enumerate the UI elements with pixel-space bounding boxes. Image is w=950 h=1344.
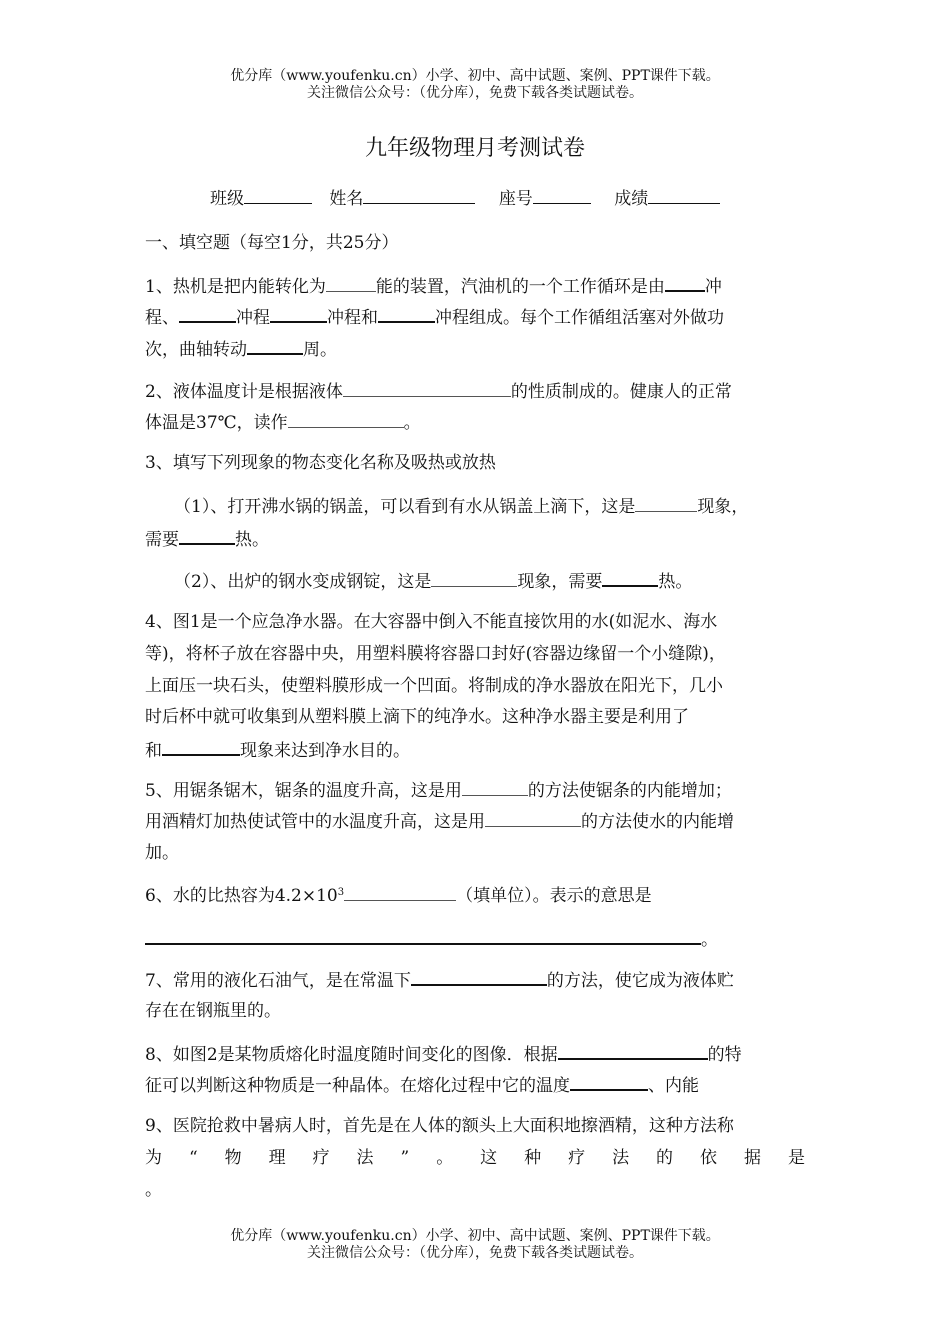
- q4-line-2: 等)，将杯子放在容器中央，用塑料膜将容器口封好(容器边缘留一个小缝隙)，: [145, 644, 726, 664]
- q8-blank-1[interactable]: [558, 1041, 708, 1060]
- section-heading: 一、填空题（每空1分，共25分）: [145, 233, 399, 253]
- footer-line-2: 关注微信公众号：（优分库），免费下载各类试题试卷。: [307, 1245, 643, 1261]
- q1-blank-6[interactable]: [247, 336, 303, 355]
- q1-blank-1[interactable]: [326, 274, 376, 292]
- q6-blank-2[interactable]: [145, 926, 701, 945]
- q7-blank-1[interactable]: [411, 967, 547, 986]
- q7-line-1: 7、常用的液化石油气，是在常温下 的方法，使它成为液体贮: [145, 967, 734, 993]
- q3-sub2-line: （2）、出炉的钢水变成钢锭，这是 现象，需要 热。: [174, 568, 692, 594]
- score-label: 成绩: [614, 189, 649, 209]
- q4-blank-1[interactable]: [162, 737, 240, 756]
- q8-line-1: 8、如图2是某物质熔化时温度随时间变化的图像．根据 的特: [145, 1041, 742, 1067]
- page-footer: [0, 1228, 950, 1262]
- q9-line-2: 为 “ 物 理 疗 法 ” 。 这 种 疗 法 的 依 据 是: [145, 1148, 805, 1168]
- q6-line-1: 6、水的比热容为$4.2\times 10^3$ （填单位）。表示的意思是: [145, 883, 652, 908]
- q1-blank-5[interactable]: [378, 304, 435, 323]
- student-info-row: [210, 186, 720, 211]
- q5-line-1: 5、用锯条锯木，锯条的温度升高，这是用 的方法使锯条的内能增加；: [145, 778, 732, 803]
- q4-line-4: 时后杯中就可收集到从塑料膜上滴下的纯净水。这种净水器主要是利用了: [145, 707, 689, 727]
- q1-blank-2[interactable]: [665, 273, 705, 292]
- q2-line-2: 体温是37℃，读作 。: [145, 410, 421, 435]
- q6-line-2: 。: [145, 926, 718, 952]
- header-line-1: 优分库（www.youfenku.cn）小学、初中、高中试题、案例、PPT课件下载。: [230, 68, 720, 84]
- header-line-2: 关注微信公众号：（优分库），免费下载各类试题试卷。: [307, 85, 643, 101]
- q3-blank-1[interactable]: [635, 494, 697, 512]
- q9-line-1: 9、医院抢救中暑病人时，首先是在人体的额头上大面积地擦酒精，这种方法称: [145, 1116, 734, 1136]
- q5-line-3: 加。: [145, 843, 179, 863]
- q2-line-1: 2、液体温度计是根据液体 的性质制成的。健康人的正常: [145, 379, 732, 404]
- q3-line-1: 3、填写下列现象的物态变化名称及吸热或放热: [145, 453, 496, 473]
- q3-sub1-line-2: 需要 热。: [145, 526, 269, 552]
- q2-blank-2[interactable]: [288, 410, 404, 428]
- seat-blank[interactable]: [533, 186, 591, 204]
- q5-blank-1[interactable]: [462, 778, 528, 796]
- q5-blank-2[interactable]: [485, 809, 581, 827]
- class-blank[interactable]: [244, 186, 312, 204]
- page-title: 九年级物理月考测试卷: [364, 136, 585, 161]
- q3-blank-3[interactable]: [431, 569, 517, 587]
- q3-blank-2[interactable]: [179, 526, 235, 545]
- score-blank[interactable]: [648, 186, 720, 204]
- q5-line-2: 用酒精灯加热使试管中的水温度升高，这是用 的方法使水的内能增: [145, 809, 734, 834]
- q1-line-1: 1、热机是把内能转化为 能的装置，汽油机的一个工作循环是由 冲: [145, 273, 722, 299]
- q1-blank-4[interactable]: [270, 304, 327, 323]
- q6-blank-1[interactable]: [344, 883, 456, 901]
- q7-line-2: 存在在钢瓶里的。: [145, 1001, 281, 1021]
- q4-line-5: 和 现象来达到净水目的。: [145, 737, 410, 763]
- q9-line-3: 。: [145, 1180, 162, 1200]
- q3-blank-4[interactable]: [602, 568, 658, 587]
- q4-line-3: 上面压一块石头，使塑料膜形成一个凹面。将制成的净水器放在阳光下，几小: [145, 676, 723, 696]
- q8-line-2: 征可以判断这种物质是一种晶体。在熔化过程中它的温度 、内能: [145, 1072, 699, 1098]
- footer-line-1: 优分库（www.youfenku.cn）小学、初中、高中试题、案例、PPT课件下载。: [230, 1228, 720, 1244]
- q1-line-2: 程、 冲程 冲程和 冲程组成。每个工作循组活塞对外做功: [145, 304, 724, 330]
- q4-line-1: 4、图1是一个应急净水器。在大容器中倒入不能直接饮用的水(如泥水、海水: [145, 612, 718, 632]
- q8-blank-2[interactable]: [570, 1072, 648, 1091]
- page-header: [0, 68, 950, 102]
- q1-line-3: 次，曲轴转动 周。: [145, 336, 337, 362]
- seat-label: 座号: [498, 189, 533, 209]
- name-label: 姓名: [329, 189, 364, 209]
- class-label: 班级: [210, 189, 244, 209]
- q1-blank-3[interactable]: [179, 304, 236, 323]
- name-blank[interactable]: [363, 186, 475, 204]
- q2-blank-1[interactable]: [343, 379, 511, 397]
- q3-sub1-line-1: （1）、打开沸水锅的锅盖，可以看到有水从锅盖上滴下，这是 现象，: [174, 494, 748, 519]
